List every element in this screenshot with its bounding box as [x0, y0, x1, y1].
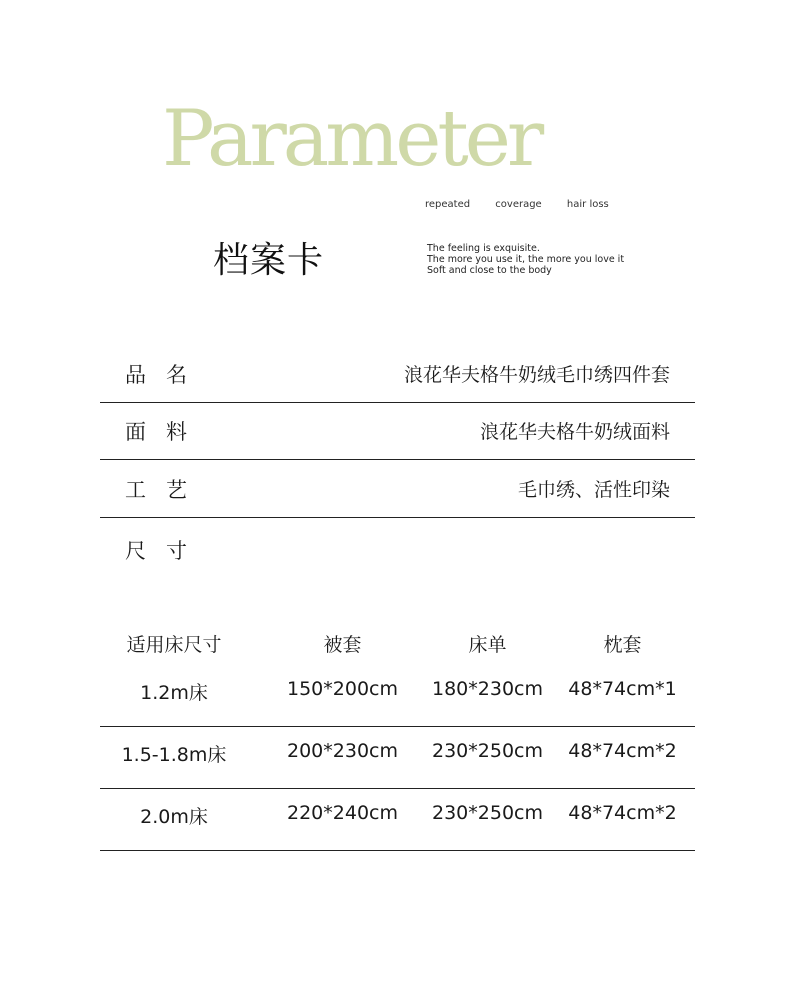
param-label: 面料 — [125, 420, 207, 444]
param-value: 浪花华夫格牛奶绒毛巾绣四件套 — [403, 364, 670, 386]
tagline-line: The more you use it, the more you love it — [427, 254, 625, 265]
table-cell: 200*230cm — [287, 740, 398, 762]
hero-title: Parameter — [162, 94, 541, 184]
table-cell: 48*74cm*2 — [568, 740, 677, 762]
param-row-fabric — [100, 402, 695, 460]
table-cell: 180*230cm — [432, 678, 543, 700]
card-title: 档案卡 — [213, 240, 325, 281]
tagline — [427, 243, 624, 276]
param-value: 浪花华夫格牛奶绒面料 — [479, 421, 670, 443]
param-value: 毛巾绣、活性印染 — [517, 479, 670, 501]
tag-item: repeated — [425, 199, 471, 210]
column-header: 床单 — [468, 634, 507, 656]
table-cell: 230*250cm — [432, 740, 543, 762]
table-cell: 48*74cm*1 — [568, 678, 677, 700]
column-header: 被套 — [323, 634, 362, 656]
param-row-name — [100, 345, 695, 403]
tag-item: hair loss — [566, 199, 609, 210]
table-cell: 2.0m床 — [140, 806, 208, 828]
table-cell: 48*74cm*2 — [568, 802, 677, 824]
tagline-line: The feeling is exquisite. — [427, 243, 540, 254]
param-label: 品名 — [125, 363, 207, 387]
table-cell: 220*240cm — [287, 802, 398, 824]
column-header: 枕套 — [603, 634, 642, 656]
table-row — [100, 664, 695, 727]
param-row-size — [100, 518, 695, 575]
tagline-line: Soft and close to the body — [427, 265, 552, 276]
table-cell: 1.5-1.8m床 — [121, 744, 227, 766]
table-cell: 1.2m床 — [140, 682, 208, 704]
tag-item: coverage — [495, 199, 542, 210]
table-cell: 150*200cm — [287, 678, 398, 700]
table-cell: 230*250cm — [432, 802, 543, 824]
column-header: 适用床尺寸 — [126, 634, 222, 656]
table-row — [100, 726, 695, 789]
table-row — [100, 788, 695, 851]
tag-list — [425, 199, 631, 210]
param-row-craft — [100, 460, 695, 518]
param-label: 尺寸 — [125, 539, 207, 563]
param-label: 工艺 — [125, 478, 207, 502]
